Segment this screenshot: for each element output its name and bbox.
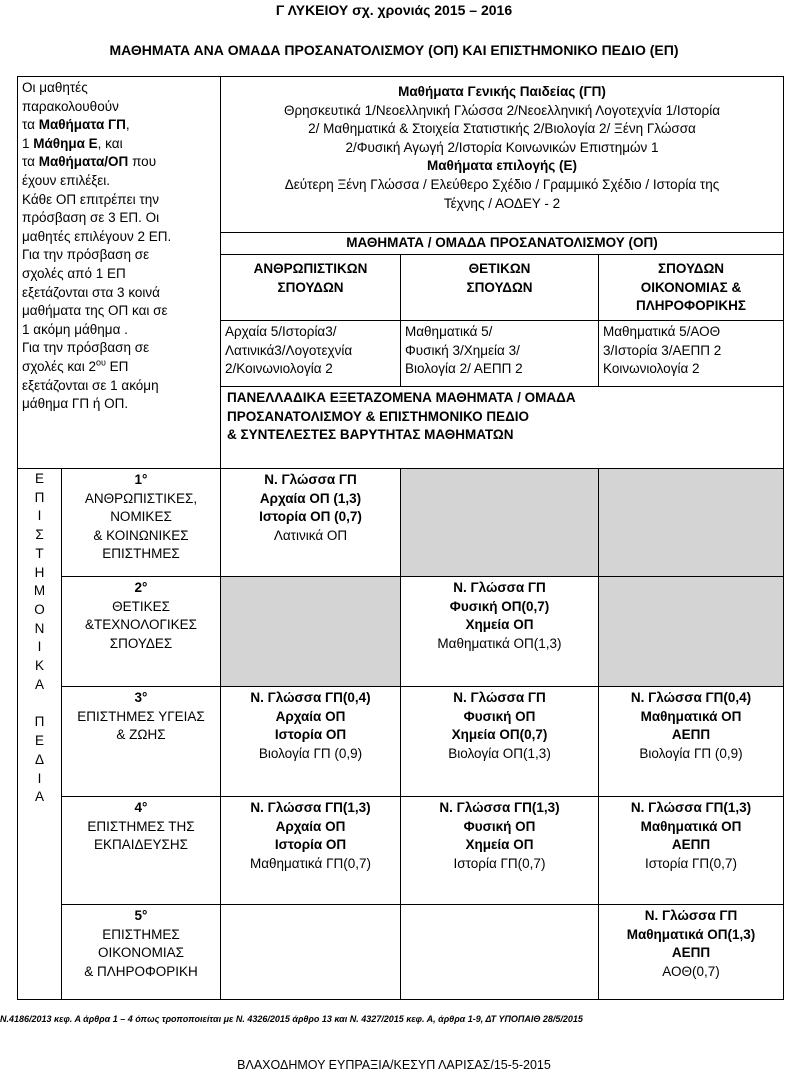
intro-line: Για την πρόσβαση σε (22, 247, 150, 263)
intro-cell (18, 77, 221, 469)
exam-cell-5-economics: Ν. Γλώσσα ΓΠ Μαθηματικά ΟΠ(1,3) ΑΕΠΠ ΑΟΘ(0,7) (599, 905, 784, 1000)
op-courses-humanities: Αρχαία 5/Ιστορία3/ Λατινικά3/Λογοτεχνία 2/Κοινωνιολογία 2 (221, 321, 401, 387)
author-footer: ΒΛΑΧΟΔΗΜΟΥ ΕΥΠΡΑΞΙΑ/ΚΕΣΥΠ ΛΑΡΙΣΑΣ/15-5-2015 (237, 1058, 551, 1072)
general-line: Θρησκευτικά 1/Νεοελληνική Γλώσσα 2/Νεοελληνική Λογοτεχνία 1/Ιστορία (283, 102, 721, 118)
op-courses-economics: Μαθηματικά 5/ΑΟΘ 3/Ιστορία 3/ΑΕΠΠ 2 Κοινωνιολογία 2 (599, 321, 784, 387)
intro-line: σχολές από 1 ΕΠ (22, 265, 126, 281)
page-title: ΜΑΘΗΜΑΤΑ ΑΝΑ ΟΜΑΔΑ ΠΡΟΣΑΝΑΤΟΛΙΣΜΟΥ (ΟΠ) ΚΑΙ ΕΠΙΣΤΗΜΟΝΙΚΟ ΠΕΔΙΟ (ΕΠ) (109, 42, 679, 58)
exam-cell-1-sciences-empty (401, 469, 599, 577)
intro-line: παρακολουθούν (22, 98, 119, 114)
exam-cell-2-humanities-empty (221, 577, 401, 687)
intro-line: έχουν επιλέξει. (22, 172, 111, 188)
intro-line: 1 Μάθημα Ε, και (22, 135, 123, 151)
elective-line: Δεύτερη Ξένη Γλώσσα / Ελεύθερο Σχέδιο / Γραμμικό Σχέδιο / Ιστορία της (284, 176, 720, 192)
exam-cell-4-economics: Ν. Γλώσσα ΓΠ(1,3) Μαθηματικά ΟΠ ΑΕΠΠ Ιστορία ΓΠ(0,7) (599, 797, 784, 905)
field-label-4: 4° ΕΠΙΣΤΗΜΕΣ ΤΗΣ ΕΚΠΑΙΔΕΥΣΗΣ (62, 797, 221, 905)
field-label-3: 3° ΕΠΙΣΤΗΜΕΣ ΥΓΕΙΑΣ & ΖΩΗΣ (62, 687, 221, 797)
exam-cell-1-economics-empty (599, 469, 784, 577)
intro-line: Για την πρόσβαση σε (22, 340, 150, 356)
general-heading: Μαθήματα Γενικής Παιδείας (ΓΠ) (398, 84, 606, 99)
field-label-2: 2° ΘΕΤΙΚΕΣ &ΤΕΧΝΟΛΟΓΙΚΕΣ ΣΠΟΥΔΕΣ (62, 577, 221, 687)
exam-heading: ΠΑΝΕΛΛΑΔΙΚΑ ΕΞΕΤΑΖΟΜΕΝΑ ΜΑΘΗΜΑΤΑ / ΟΜΑΔΑ ΠΡΟΣΑΝΑΤΟΛΙΣΜΟΥ & ΕΠΙΣΤΗΜΟΝΙΚΟ ΠΕΔΙΟ & ΣΥΝΤΕΛΕΣΤΕΣ ΒΑΡΥΤΗΤΑΣ ΜΑΘΗΜΑΤΩΝ (221, 387, 784, 469)
op-heading: ΜΑΘΗΜΑΤΑ / ΟΜΑΔΑ ΠΡΟΣΑΝΑΤΟΛΙΣΜΟΥ (ΟΠ) (221, 233, 784, 255)
intro-line: τα Μαθήματα/ΟΠ που (22, 154, 157, 170)
courses-table (17, 76, 784, 1000)
general-line: 2/ Μαθηματικά & Στοιχεία Στατιστικής 2/Βιολογία 2/ Ξένη Γλώσσα (308, 121, 696, 137)
intro-line: πρόσβαση σε 3 ΕΠ. Οι (22, 210, 160, 226)
intro-line: μάθημα ΓΠ ή ΟΠ. (22, 396, 129, 412)
elective-line: Τέχνης / ΑΟΔΕΥ - 2 (443, 195, 561, 211)
intro-line: σχολές και $2^{o\upsilon}$ ΕΠ (22, 357, 129, 374)
school-year-title: Γ ΛΥΚΕΙΟΥ σχ. χρονιάς 2015 – 2016 (275, 2, 513, 18)
op-group-sciences: ΘΕΤΙΚΩΝ ΣΠΟΥΔΩΝ (401, 255, 599, 321)
op-courses-sciences: Μαθηματικά 5/ Φυσική 3/Χημεία 3/ Βιολογία 2/ ΑΕΠΠ 2 (401, 321, 599, 387)
general-education-cell (221, 77, 784, 233)
intro-line: μαθητές επιλέγουν 2 ΕΠ. (22, 228, 172, 244)
op-group-humanities: ΑΝΘΡΩΠΙΣΤΙΚΩΝ ΣΠΟΥΔΩΝ (221, 255, 401, 321)
legal-footnote: Ν.4186/2013 κεφ. Α άρθρα 1 – 4 όπως τροποποιείται με Ν. 4326/2015 άρθρο 13 και Ν. 4327/2015 κεφ. Α, άρθρα 1-9, ΔΤ ΥΠΟΠΑΙΘ 28/5/2015 (0, 1014, 583, 1024)
exam-cell-3-sciences: Ν. Γλώσσα ΓΠ Φυσική ΟΠ Χημεία ΟΠ(0,7) Βιολογία ΟΠ(1,3) (401, 687, 599, 797)
exam-cell-3-humanities: Ν. Γλώσσα ΓΠ(0,4) Αρχαία ΟΠ Ιστορία ΟΠ Βιολογία ΓΠ (0,9) (221, 687, 401, 797)
field-label-5: 5° ΕΠΙΣΤΗΜΕΣ ΟΙΚΟΝΟΜΙΑΣ & ΠΛΗΡΟΦΟΡΙΚΗ (62, 905, 221, 1000)
exam-cell-2-sciences: Ν. Γλώσσα ΓΠ Φυσική ΟΠ(0,7) Χημεία ΟΠ Μαθηματικά ΟΠ(1,3) (401, 577, 599, 687)
exam-cell-5-sciences-empty (401, 905, 599, 1000)
general-line: 2/Φυσική Αγωγή 2/Ιστορία Κοινωνικών Επιστημών 1 (345, 139, 659, 155)
field-label-1: 1° ΑΝΘΡΩΠΙΣΤΙΚΕΣ, ΝΟΜΙΚΕΣ & ΚΟΙΝΩΝΙΚΕΣ ΕΠΙΣΤΗΜΕΣ (62, 469, 221, 577)
intro-line: Οι μαθητές (22, 80, 88, 95)
op-group-economics: ΣΠΟΥΔΩΝ ΟΙΚΟΝΟΜΙΑΣ & ΠΛΗΡΟΦΟΡΙΚΗΣ (599, 255, 784, 321)
exam-cell-4-sciences: Ν. Γλώσσα ΓΠ(1,3) Φυσική ΟΠ Χημεία ΟΠ Ιστορία ΓΠ(0,7) (401, 797, 599, 905)
exam-cell-3-economics: Ν. Γλώσσα ΓΠ(0,4) Μαθηματικά ΟΠ ΑΕΠΠ Βιολογία ΓΠ (0,9) (599, 687, 784, 797)
vertical-label: Ε Π Ι Σ Τ Η Μ Ο Ν Ι Κ Α Π Ε Δ Ι Α (18, 469, 62, 1000)
exam-cell-2-economics-empty (599, 577, 784, 687)
elective-heading: Μαθήματα επιλογής (Ε) (427, 158, 577, 174)
intro-line: τα Μαθήματα ΓΠ, (22, 117, 130, 133)
exam-cell-4-humanities: Ν. Γλώσσα ΓΠ(1,3) Αρχαία ΟΠ Ιστορία ΟΠ Μαθηματικά ΓΠ(0,7) (221, 797, 401, 905)
exam-cell-5-humanities-empty (221, 905, 401, 1000)
intro-line: Κάθε ΟΠ επιτρέπει την (22, 191, 159, 207)
intro-line: μαθήματα της ΟΠ και σε (22, 303, 168, 319)
intro-line: εξετάζονται σε 1 ακόμη (22, 377, 159, 393)
intro-line: 1 ακόμη μάθημα . (22, 321, 128, 337)
intro-line: εξετάζονται στα 3 κοινά (22, 284, 160, 300)
exam-cell-1-humanities: Ν. Γλώσσα ΓΠ Αρχαία ΟΠ (1,3) Ιστορία ΟΠ (0,7) Λατινικά ΟΠ (221, 469, 401, 577)
